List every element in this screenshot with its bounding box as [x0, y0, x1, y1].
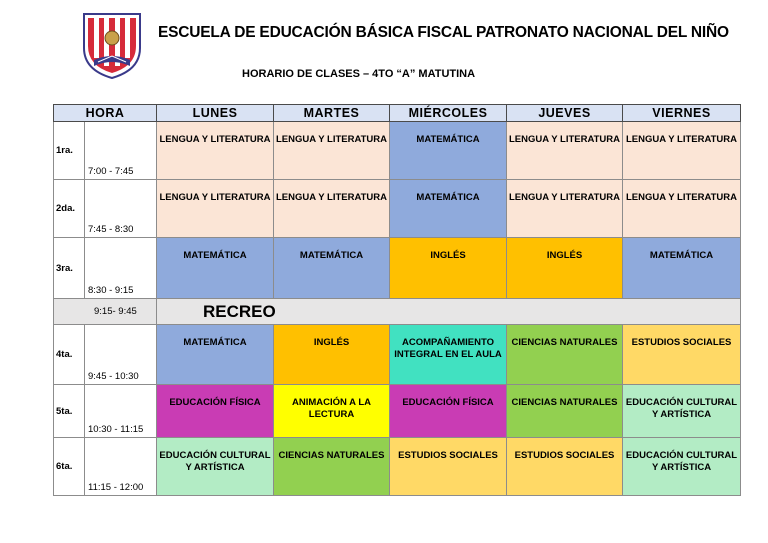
school-logo [80, 10, 144, 80]
subject-cell: LENGUA Y LITERATURA [157, 122, 274, 180]
period-time: 9:45 - 10:30 [85, 325, 157, 385]
period-number: 4ta. [54, 325, 85, 385]
subject-cell: INGLÉS [507, 238, 623, 299]
subject-cell: MATEMÁTICA [274, 238, 390, 299]
subject-cell: ACOMPAÑAMIENTO INTEGRAL EN EL AULA [390, 325, 507, 385]
period-number: 1ra. [54, 122, 85, 180]
table-row [54, 238, 741, 299]
period-number: 5ta. [54, 385, 85, 438]
table-row [54, 325, 741, 385]
class-schedule-table [53, 104, 741, 496]
table-row [54, 385, 741, 438]
subject-cell: CIENCIAS NATURALES [507, 385, 623, 438]
subject-cell: MATEMÁTICA [390, 180, 507, 238]
subject-cell: EDUCACIÓN FÍSICA [157, 385, 274, 438]
period-number: 2da. [54, 180, 85, 238]
subject-cell: INGLÉS [390, 238, 507, 299]
subject-cell: EDUCACIÓN CULTURAL Y ARTÍSTICA [157, 438, 274, 496]
period-time: 7:45 - 8:30 [85, 180, 157, 238]
subject-cell: MATEMÁTICA [157, 325, 274, 385]
period-time: 7:00 - 7:45 [85, 122, 157, 180]
subject-cell: LENGUA Y LITERATURA [274, 122, 390, 180]
period-time: 8:30 - 9:15 [85, 238, 157, 299]
subject-cell: MATEMÁTICA [157, 238, 274, 299]
table-row [54, 122, 741, 180]
subject-cell: ESTUDIOS SOCIALES [390, 438, 507, 496]
column-header-jueves: JUEVES [507, 105, 623, 122]
subject-cell: ANIMACIÓN A LA LECTURA [274, 385, 390, 438]
subject-cell: INGLÉS [274, 325, 390, 385]
subject-cell: LENGUA Y LITERATURA [623, 180, 741, 238]
table-row [54, 180, 741, 238]
subject-cell: LENGUA Y LITERATURA [157, 180, 274, 238]
column-header-viernes: VIERNES [623, 105, 741, 122]
period-time: 10:30 - 11:15 [85, 385, 157, 438]
subject-cell: LENGUA Y LITERATURA [507, 122, 623, 180]
subject-cell: EDUCACIÓN CULTURAL Y ARTÍSTICA [623, 438, 741, 496]
column-header-hora: HORA [54, 105, 157, 122]
subject-cell: ESTUDIOS SOCIALES [507, 438, 623, 496]
recess-time: 9:15- 9:45 [54, 299, 157, 325]
subject-cell: CIENCIAS NATURALES [507, 325, 623, 385]
subject-cell: MATEMÁTICA [623, 238, 741, 299]
recess-row [54, 299, 741, 325]
subject-cell: CIENCIAS NATURALES [274, 438, 390, 496]
schedule-subtitle: HORARIO DE CLASES – 4TO “A” MATUTINA [242, 68, 476, 80]
column-header-lunes: LUNES [157, 105, 274, 122]
period-time: 11:15 - 12:00 [85, 438, 157, 496]
column-header-miercoles: MIÉRCOLES [390, 105, 507, 122]
subject-cell: ESTUDIOS SOCIALES [623, 325, 741, 385]
subject-cell: LENGUA Y LITERATURA [623, 122, 741, 180]
subject-cell: EDUCACIÓN FÍSICA [390, 385, 507, 438]
header-row [54, 105, 741, 122]
school-name: ESCUELA DE EDUCACIÓN BÁSICA FISCAL PATRONATO NACIONAL DEL NIÑO [158, 24, 729, 41]
subject-cell: MATEMÁTICA [390, 122, 507, 180]
subject-cell: EDUCACIÓN CULTURAL Y ARTÍSTICA [623, 385, 741, 438]
subject-cell: LENGUA Y LITERATURA [274, 180, 390, 238]
period-number: 6ta. [54, 438, 85, 496]
period-number: 3ra. [54, 238, 85, 299]
subject-cell: LENGUA Y LITERATURA [507, 180, 623, 238]
recess-label: RECREO [157, 299, 741, 325]
column-header-martes: MARTES [274, 105, 390, 122]
table-row [54, 438, 741, 496]
